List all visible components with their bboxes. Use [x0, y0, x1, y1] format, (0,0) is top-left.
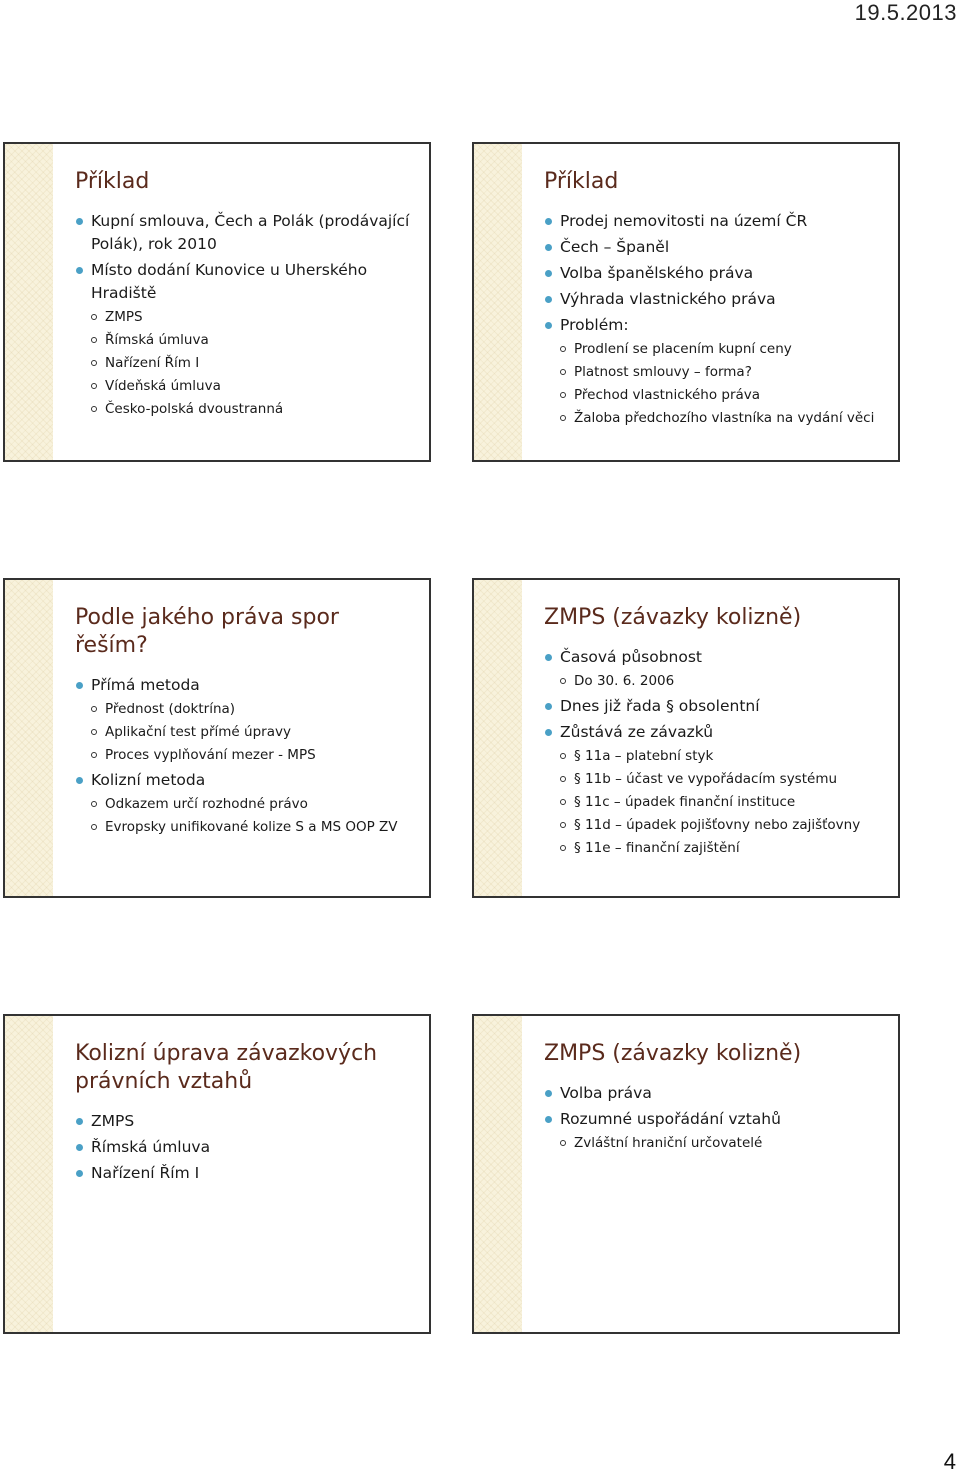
bullet-item: Nařízení Řím I [75, 1162, 415, 1185]
slide-decor-stripe [474, 144, 522, 460]
sub-bullet-item: Odkazem určí rozhodné právo [75, 795, 415, 814]
bullet-item: Problém: [544, 314, 884, 337]
slide-title: ZMPS (závazky kolizně) [544, 1041, 802, 1066]
bullet-item: Kolizní metoda [75, 769, 415, 792]
bullet-item: Časová působnost [544, 646, 884, 669]
bullet-list [544, 1082, 884, 1153]
sub-bullet-item: Proces vyplňování mezer - MPS [75, 746, 415, 765]
sub-bullet-item: Přednost (doktrína) [75, 700, 415, 719]
bullet-item: Volba práva [544, 1082, 884, 1105]
slide-1 [3, 142, 431, 462]
slide-decor-stripe [5, 144, 53, 460]
slide-2 [472, 142, 900, 462]
sub-bullet-item: Evropsky unifikované kolize S a MS OOP ZV [75, 818, 415, 837]
slide-4 [472, 578, 900, 898]
sub-bullet-item: § 11a – platební styk [544, 747, 884, 766]
slide-decor-stripe [474, 1016, 522, 1332]
bullet-item: Zůstává ze závazků [544, 721, 884, 744]
bullet-list [75, 674, 415, 837]
sub-bullet-item: § 11c – úpadek finanční instituce [544, 793, 884, 812]
slide-title: Příklad [75, 169, 150, 194]
sub-bullet-item: § 11b – účast ve vypořádacím systému [544, 770, 884, 789]
bullet-item: ZMPS [75, 1110, 415, 1133]
sub-bullet-item: Přechod vlastnického práva [544, 386, 884, 405]
header-date: 19.5.2013 [854, 0, 957, 25]
sub-bullet-item: Římská úmluva [75, 331, 415, 350]
bullet-item: Římská úmluva [75, 1136, 415, 1159]
slide-decor-stripe [474, 580, 522, 896]
slide-decor-stripe [5, 1016, 53, 1332]
bullet-item: Výhrada vlastnického práva [544, 288, 884, 311]
sub-bullet-item: Žaloba předchozího vlastníka na vydání věci [544, 409, 884, 428]
slide-title: Příklad [544, 169, 619, 194]
sub-bullet-item: Zvláštní hraniční určovatelé [544, 1134, 884, 1153]
slide-content [544, 1040, 884, 1324]
bullet-item: Přímá metoda [75, 674, 415, 697]
slide-content [75, 168, 415, 452]
bullet-item: Rozumné uspořádání vztahů [544, 1108, 884, 1131]
slide-content [544, 604, 884, 888]
page-number: 4 [943, 1449, 956, 1474]
sub-bullet-item: Česko-polská dvoustranná [75, 400, 415, 419]
bullet-list [75, 210, 415, 419]
slide-title: ZMPS (závazky kolizně) [544, 605, 802, 630]
slide-3 [3, 578, 431, 898]
slide-decor-stripe [5, 580, 53, 896]
bullet-list [544, 210, 884, 428]
sub-bullet-item: Aplikační test přímé úpravy [75, 723, 415, 742]
slide-title: Kolizní úprava závazkových právních vztahů [75, 1041, 378, 1094]
bullet-item: Místo dodání Kunovice u Uherského Hradiště [75, 259, 415, 305]
bullet-item: Prodej nemovitosti na území ČR [544, 210, 884, 233]
slide-5 [3, 1014, 431, 1334]
bullet-item: Čech – Španěl [544, 236, 884, 259]
bullet-list [544, 646, 884, 858]
sub-bullet-item: Do 30. 6. 2006 [544, 672, 884, 691]
slide-6 [472, 1014, 900, 1334]
bullet-item: Kupní smlouva, Čech a Polák (prodávající Polák), rok 2010 [75, 210, 415, 256]
slide-content [75, 604, 415, 888]
sub-bullet-item: Vídeňská úmluva [75, 377, 415, 396]
sub-bullet-item: § 11e – finanční zajištění [544, 839, 884, 858]
bullet-item: Dnes již řada § obsolentní [544, 695, 884, 718]
sub-bullet-item: Nařízení Řím I [75, 354, 415, 373]
bullet-item: Volba španělského práva [544, 262, 884, 285]
sub-bullet-item: ZMPS [75, 308, 415, 327]
sub-bullet-item: Prodlení se placením kupní ceny [544, 340, 884, 359]
slide-title: Podle jakého práva spor řeším? [75, 605, 339, 658]
sub-bullet-item: Platnost smlouvy – forma? [544, 363, 884, 382]
sub-bullet-item: § 11d – úpadek pojišťovny nebo zajišťovny [544, 816, 884, 835]
slide-content [544, 168, 884, 452]
slide-content [75, 1040, 415, 1324]
bullet-list [75, 1110, 415, 1185]
